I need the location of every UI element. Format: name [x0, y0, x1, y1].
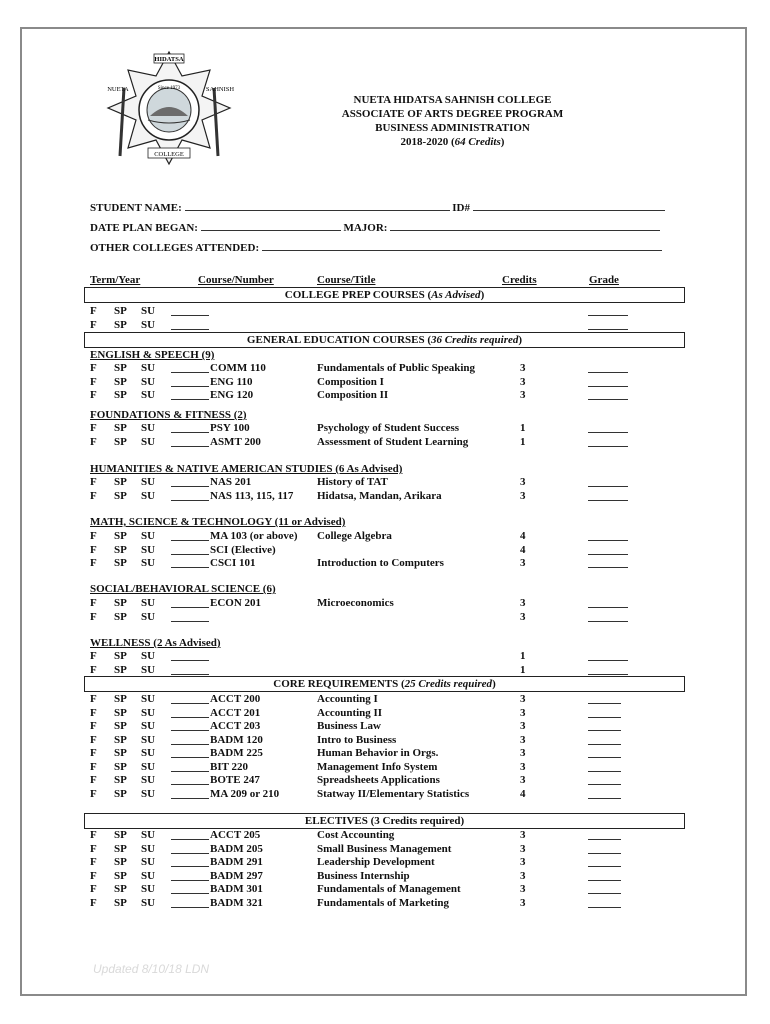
term-summer[interactable]: SU	[141, 362, 156, 374]
course-title: Composition I	[317, 375, 384, 388]
course-credits: 3	[520, 883, 526, 895]
date-plan-label: DATE PLAN BEGAN:	[90, 222, 198, 234]
course-number: BADM 205	[210, 842, 263, 855]
course-row	[90, 530, 690, 543]
term-year-blank[interactable]	[171, 707, 209, 718]
term-fall[interactable]: F	[90, 693, 97, 705]
term-year-blank[interactable]	[171, 557, 209, 568]
term-year-blank[interactable]	[171, 319, 209, 330]
course-credits: 4	[520, 530, 526, 542]
course-number: ENG 120	[210, 389, 254, 401]
course-number: ACCT 205	[210, 829, 261, 841]
grade-blank[interactable]	[588, 734, 621, 745]
course-number: BADM 225	[210, 747, 263, 759]
band-electives: ELECTIVES (3 Credits required)	[84, 813, 685, 829]
grade-blank[interactable]	[588, 664, 628, 675]
term-spring[interactable]: SP	[114, 362, 127, 374]
credits-header: Credits	[502, 274, 537, 286]
course-credits: 3	[520, 476, 526, 488]
course-credits: 1	[520, 663, 526, 676]
term-fall[interactable]: F	[90, 883, 97, 895]
course-row	[90, 829, 690, 842]
grade-blank[interactable]	[588, 650, 628, 661]
course-title: Business Law	[317, 720, 381, 732]
term-spring[interactable]: SP	[114, 318, 127, 331]
term-spring[interactable]: SP	[114, 305, 127, 317]
course-row	[90, 856, 690, 869]
term-year-blank[interactable]	[171, 376, 209, 387]
course-row	[90, 843, 690, 856]
grade-blank[interactable]	[588, 530, 628, 541]
grade-blank[interactable]	[588, 476, 628, 487]
term-summer[interactable]: SU	[141, 476, 156, 488]
term-spring[interactable]: SP	[114, 883, 127, 895]
course-title: Composition II	[317, 389, 389, 401]
course-number: COMM 110	[210, 362, 266, 374]
course-title: Management Info System	[317, 760, 438, 773]
grade-blank[interactable]	[588, 870, 621, 881]
term-summer[interactable]: SU	[141, 693, 156, 705]
course-row	[90, 597, 690, 610]
term-year-blank[interactable]	[171, 788, 209, 799]
term-spring[interactable]: SP	[114, 733, 127, 746]
section-english-speech: ENGLISH & SPEECH (9)	[90, 349, 215, 361]
course-credits: 3	[520, 557, 526, 569]
term-summer[interactable]: SU	[141, 774, 156, 786]
college-seal-icon	[98, 48, 240, 168]
term-year-blank[interactable]	[171, 870, 209, 881]
term-fall[interactable]: F	[90, 747, 97, 759]
term-fall[interactable]: F	[90, 733, 97, 746]
course-number: BOTE 247	[210, 774, 260, 786]
term-fall[interactable]: F	[90, 650, 97, 662]
term-summer[interactable]: SU	[141, 305, 156, 317]
course-credits: 3	[520, 896, 526, 909]
term-fall[interactable]: F	[90, 842, 97, 855]
grade-blank[interactable]	[588, 829, 621, 840]
term-spring[interactable]: SP	[114, 489, 127, 502]
course-credits: 3	[520, 389, 526, 401]
term-summer[interactable]: SU	[141, 435, 156, 448]
course-number: ACCT 203	[210, 720, 261, 732]
course-row	[90, 883, 690, 896]
major-name: BUSINESS ADMINISTRATION	[375, 122, 530, 134]
term-year-blank[interactable]	[171, 305, 209, 316]
term-year-blank[interactable]	[171, 774, 209, 785]
course-title: Cost Accounting	[317, 829, 395, 841]
course-credits: 3	[520, 362, 526, 374]
course-title: College Algebra	[317, 530, 392, 542]
other-colleges-line	[90, 241, 662, 254]
course-row	[90, 389, 690, 402]
course-number: SCI (Elective)	[210, 543, 276, 556]
term-summer[interactable]: SU	[141, 422, 156, 434]
term-summer[interactable]: SU	[141, 597, 156, 609]
grade-blank[interactable]	[588, 376, 628, 387]
term-summer[interactable]: SU	[141, 650, 156, 662]
grade-blank[interactable]	[588, 856, 621, 867]
course-credits: 3	[520, 610, 526, 623]
id-label: ID#	[452, 202, 471, 214]
grade-blank[interactable]	[588, 544, 628, 555]
student-name-label: STUDENT NAME:	[90, 202, 182, 214]
course-credits: 3	[520, 842, 526, 855]
term-year-blank[interactable]	[171, 476, 209, 487]
term-summer[interactable]: SU	[141, 883, 156, 895]
course-row	[90, 319, 690, 332]
course-number: ENG 110	[210, 375, 253, 388]
course-row	[90, 611, 690, 624]
term-spring[interactable]: SP	[114, 842, 127, 855]
term-spring[interactable]: SP	[114, 896, 127, 909]
term-fall[interactable]: F	[90, 530, 97, 542]
grade-blank[interactable]	[588, 436, 628, 447]
term-summer[interactable]: SU	[141, 543, 156, 556]
course-number: MA 103 (or above)	[210, 530, 298, 542]
course-credits: 3	[520, 829, 526, 841]
course-title: Leadership Development	[317, 856, 435, 868]
other-colleges-label: OTHER COLLEGES ATTENDED:	[90, 242, 260, 254]
grade-blank[interactable]	[588, 611, 628, 622]
term-summer[interactable]: SU	[141, 787, 156, 800]
college-name: NUETA HIDATSA SAHNISH COLLEGE	[353, 94, 552, 106]
logo-right-text: SAHNISH	[205, 86, 235, 93]
course-row	[90, 761, 690, 774]
term-summer[interactable]: SU	[141, 856, 156, 868]
course-row	[90, 362, 690, 375]
course-title: Business Internship	[317, 869, 410, 882]
term-spring[interactable]: SP	[114, 389, 127, 401]
course-title: Psychology of Student Success	[317, 422, 460, 434]
course-number: ACCT 200	[210, 693, 261, 705]
term-year-blank[interactable]	[171, 747, 209, 758]
grade-blank[interactable]	[588, 490, 628, 501]
course-title: Small Business Management	[317, 842, 452, 855]
course-number: BADM 120	[210, 733, 263, 746]
grade-blank[interactable]	[588, 720, 621, 731]
term-fall[interactable]: F	[90, 869, 97, 882]
term-summer[interactable]: SU	[141, 389, 156, 401]
course-title: Accounting II	[317, 706, 383, 719]
course-title: History of TAT	[317, 476, 388, 488]
course-row	[90, 664, 690, 677]
course-number: BADM 321	[210, 896, 263, 909]
course-row	[90, 650, 690, 663]
term-spring[interactable]: SP	[114, 693, 127, 705]
term-fall[interactable]: F	[90, 829, 97, 841]
band-college-prep: COLLEGE PREP COURSES (As Advised)	[84, 287, 685, 303]
course-credits: 3	[520, 489, 526, 502]
grade-blank[interactable]	[588, 597, 628, 608]
term-year-blank[interactable]	[171, 829, 209, 840]
course-number: ACCT 201	[210, 706, 261, 719]
term-spring[interactable]: SP	[114, 375, 127, 388]
section-wellness: WELLNESS (2 As Advised)	[90, 637, 221, 649]
term-year-blank[interactable]	[171, 734, 209, 745]
term-summer[interactable]: SU	[141, 720, 156, 732]
term-year-blank[interactable]	[171, 490, 209, 501]
term-summer[interactable]: SU	[141, 530, 156, 542]
course-credits: 3	[520, 856, 526, 868]
grade-blank[interactable]	[588, 362, 628, 373]
date-plan-blank[interactable]	[201, 221, 341, 231]
term-fall[interactable]: F	[90, 375, 97, 388]
course-credits: 3	[520, 774, 526, 786]
course-number: ASMT 200	[210, 435, 261, 448]
course-title: Assessment of Student Learning	[317, 435, 469, 448]
grade-blank[interactable]	[588, 843, 621, 854]
grade-blank[interactable]	[588, 747, 621, 758]
course-credits: 1	[520, 435, 526, 448]
term-fall[interactable]: F	[90, 760, 97, 773]
course-credits: 3	[520, 747, 526, 759]
program-name: ASSOCIATE OF ARTS DEGREE PROGRAM	[341, 108, 564, 120]
term-fall[interactable]: F	[90, 543, 97, 556]
course-row	[90, 693, 690, 706]
course-title: Accounting I	[317, 693, 378, 705]
course-row	[90, 544, 690, 557]
course-number: CSCI 101	[210, 557, 256, 569]
term-year-blank[interactable]	[171, 650, 209, 661]
term-spring[interactable]: SP	[114, 869, 127, 882]
course-row	[90, 376, 690, 389]
term-summer[interactable]: SU	[141, 842, 156, 855]
term-fall[interactable]: F	[90, 557, 97, 569]
course-credits: 3	[520, 706, 526, 719]
logo-bottom-text: COLLEGE	[154, 151, 184, 158]
term-year-blank[interactable]	[171, 544, 209, 555]
course-title: Fundamentals of Marketing	[317, 896, 449, 909]
course-title: Introduction to Computers	[317, 557, 444, 569]
term-spring[interactable]: SP	[114, 543, 127, 556]
grade-blank[interactable]	[588, 305, 628, 316]
term-summer[interactable]: SU	[141, 733, 156, 746]
course-number: PSY 100	[210, 422, 250, 434]
term-summer[interactable]: SU	[141, 869, 156, 882]
term-summer[interactable]: SU	[141, 489, 156, 502]
course-row	[90, 774, 690, 787]
course-credits: 1	[520, 422, 526, 434]
term-spring[interactable]: SP	[114, 663, 127, 676]
course-row	[90, 422, 690, 435]
term-year-blank[interactable]	[171, 389, 209, 400]
id-blank[interactable]	[473, 201, 665, 211]
term-summer[interactable]: SU	[141, 760, 156, 773]
grade-blank[interactable]	[588, 422, 628, 433]
band-general-education: GENERAL EDUCATION COURSES (36 Credits required)	[84, 332, 685, 348]
term-fall[interactable]: F	[90, 610, 97, 623]
course-credits: 3	[520, 693, 526, 705]
term-spring[interactable]: SP	[114, 760, 127, 773]
grade-blank[interactable]	[588, 897, 621, 908]
course-credits: 4	[520, 787, 526, 800]
term-fall[interactable]: F	[90, 774, 97, 786]
term-spring[interactable]: SP	[114, 856, 127, 868]
term-fall[interactable]: F	[90, 389, 97, 401]
grade-blank[interactable]	[588, 788, 621, 799]
term-year-blank[interactable]	[171, 856, 209, 867]
course-number: BADM 291	[210, 856, 263, 868]
course-credits: 3	[520, 597, 526, 609]
term-year-blank[interactable]	[171, 897, 209, 908]
logo-top-text: HIDATSA	[154, 56, 184, 63]
course-title: Human Behavior in Orgs.	[317, 747, 439, 759]
course-row	[90, 305, 690, 318]
grade-header: Grade	[589, 274, 619, 286]
term-spring[interactable]: SP	[114, 597, 127, 609]
term-year-blank[interactable]	[171, 843, 209, 854]
document-header	[300, 93, 605, 149]
term-spring[interactable]: SP	[114, 435, 127, 448]
grade-blank[interactable]	[588, 761, 621, 772]
term-fall[interactable]: F	[90, 787, 97, 800]
course-number-header: Course/Number	[198, 274, 274, 286]
major-label: MAJOR:	[343, 222, 388, 234]
course-row	[90, 707, 690, 720]
term-spring[interactable]: SP	[114, 650, 127, 662]
term-summer[interactable]: SU	[141, 706, 156, 719]
updated-footer: Updated 8/10/18 LDN	[93, 962, 210, 976]
term-summer[interactable]: SU	[141, 557, 156, 569]
term-spring[interactable]: SP	[114, 476, 127, 488]
course-row	[90, 747, 690, 760]
term-summer[interactable]: SU	[141, 829, 156, 841]
course-title: Fundamentals of Public Speaking	[317, 362, 476, 374]
term-spring[interactable]: SP	[114, 530, 127, 542]
course-credits: 3	[520, 869, 526, 882]
term-spring[interactable]: SP	[114, 829, 127, 841]
grade-blank[interactable]	[588, 707, 621, 718]
course-credits: 3	[520, 720, 526, 732]
term-year-blank[interactable]	[171, 611, 209, 622]
term-fall[interactable]: F	[90, 856, 97, 868]
term-year-blank[interactable]	[171, 436, 209, 447]
course-title: Microeconomics	[317, 597, 394, 609]
course-row	[90, 870, 690, 883]
course-number: ECON 201	[210, 597, 262, 609]
course-row	[90, 734, 690, 747]
grade-blank[interactable]	[588, 883, 621, 894]
course-row	[90, 557, 690, 570]
section-humanities: HUMANITIES & NATIVE AMERICAN STUDIES (6 As Advised)	[90, 463, 403, 475]
term-year-blank[interactable]	[171, 883, 209, 894]
term-fall[interactable]: F	[90, 663, 97, 676]
term-summer[interactable]: SU	[141, 747, 156, 759]
term-year-blank[interactable]	[171, 761, 209, 772]
course-credits: 3	[520, 733, 526, 746]
term-fall[interactable]: F	[90, 422, 97, 434]
course-title: Statway II/Elementary Statistics	[317, 787, 470, 800]
logo-left-text: NUETA	[107, 86, 129, 93]
course-title: Hidatsa, Mandan, Arikara	[317, 489, 442, 502]
term-fall[interactable]: F	[90, 597, 97, 609]
course-number: NAS 201	[210, 476, 252, 488]
course-row	[90, 788, 690, 801]
term-fall[interactable]: F	[90, 305, 97, 317]
grade-blank[interactable]	[588, 319, 628, 330]
course-row	[90, 476, 690, 489]
term-summer[interactable]: SU	[141, 896, 156, 909]
course-row	[90, 897, 690, 910]
course-credits: 4	[520, 543, 526, 556]
term-year-blank[interactable]	[171, 720, 209, 731]
course-title: Intro to Business	[317, 733, 397, 746]
term-spring[interactable]: SP	[114, 787, 127, 800]
grade-blank[interactable]	[588, 389, 628, 400]
term-spring[interactable]: SP	[114, 774, 127, 786]
course-number: MA 209 or 210	[210, 787, 280, 800]
term-fall[interactable]: F	[90, 706, 97, 719]
logo-since-text: Since 1973	[157, 86, 181, 91]
term-fall[interactable]: F	[90, 489, 97, 502]
term-summer[interactable]: SU	[141, 663, 156, 676]
student-name-blank[interactable]	[185, 201, 450, 211]
term-fall[interactable]: F	[90, 476, 97, 488]
term-summer[interactable]: SU	[141, 375, 156, 388]
term-spring[interactable]: SP	[114, 747, 127, 759]
term-year-blank[interactable]	[171, 422, 209, 433]
major-blank[interactable]	[390, 221, 660, 231]
term-fall[interactable]: F	[90, 720, 97, 732]
term-spring[interactable]: SP	[114, 720, 127, 732]
years-line: 2018-2020 (64 Credits)	[400, 136, 505, 148]
course-row	[90, 436, 690, 449]
course-number: BADM 297	[210, 869, 263, 882]
term-spring[interactable]: SP	[114, 610, 127, 623]
term-fall[interactable]: F	[90, 896, 97, 909]
other-colleges-blank[interactable]	[262, 241, 662, 251]
course-title: Fundamentals of Management	[317, 883, 461, 895]
term-spring[interactable]: SP	[114, 557, 127, 569]
course-row	[90, 720, 690, 733]
course-title-header: Course/Title	[317, 274, 376, 286]
course-number: BADM 301	[210, 883, 263, 895]
course-row	[90, 490, 690, 503]
term-year-blank[interactable]	[171, 530, 209, 541]
band-core-requirements: CORE REQUIREMENTS (25 Credits required)	[84, 676, 685, 692]
section-math-science: MATH, SCIENCE & TECHNOLOGY (11 or Advised)	[90, 516, 346, 528]
term-year-blank[interactable]	[171, 664, 209, 675]
grade-blank[interactable]	[588, 774, 621, 785]
term-spring[interactable]: SP	[114, 706, 127, 719]
course-number: NAS 113, 115, 117	[210, 489, 294, 502]
grade-blank[interactable]	[588, 557, 628, 568]
course-credits: 1	[520, 650, 526, 662]
term-fall[interactable]: F	[90, 362, 97, 374]
course-number: BIT 220	[210, 760, 249, 773]
section-social-behavioral: SOCIAL/BEHAVIORAL SCIENCE (6)	[90, 583, 276, 595]
term-summer[interactable]: SU	[141, 318, 156, 331]
date-plan-line	[90, 221, 660, 234]
term-summer[interactable]: SU	[141, 610, 156, 623]
term-spring[interactable]: SP	[114, 422, 127, 434]
course-title: Spreadsheets Applications	[317, 774, 440, 786]
grade-blank[interactable]	[588, 693, 621, 704]
course-credits: 3	[520, 760, 526, 773]
section-foundations-fitness: FOUNDATIONS & FITNESS (2)	[90, 409, 247, 421]
term-fall[interactable]: F	[90, 318, 97, 331]
term-year-blank[interactable]	[171, 693, 209, 704]
course-credits: 3	[520, 375, 526, 388]
student-name-line	[90, 201, 665, 214]
term-year-blank[interactable]	[171, 362, 209, 373]
term-year-blank[interactable]	[171, 597, 209, 608]
term-year-header: Term/Year	[90, 274, 141, 286]
term-fall[interactable]: F	[90, 435, 97, 448]
